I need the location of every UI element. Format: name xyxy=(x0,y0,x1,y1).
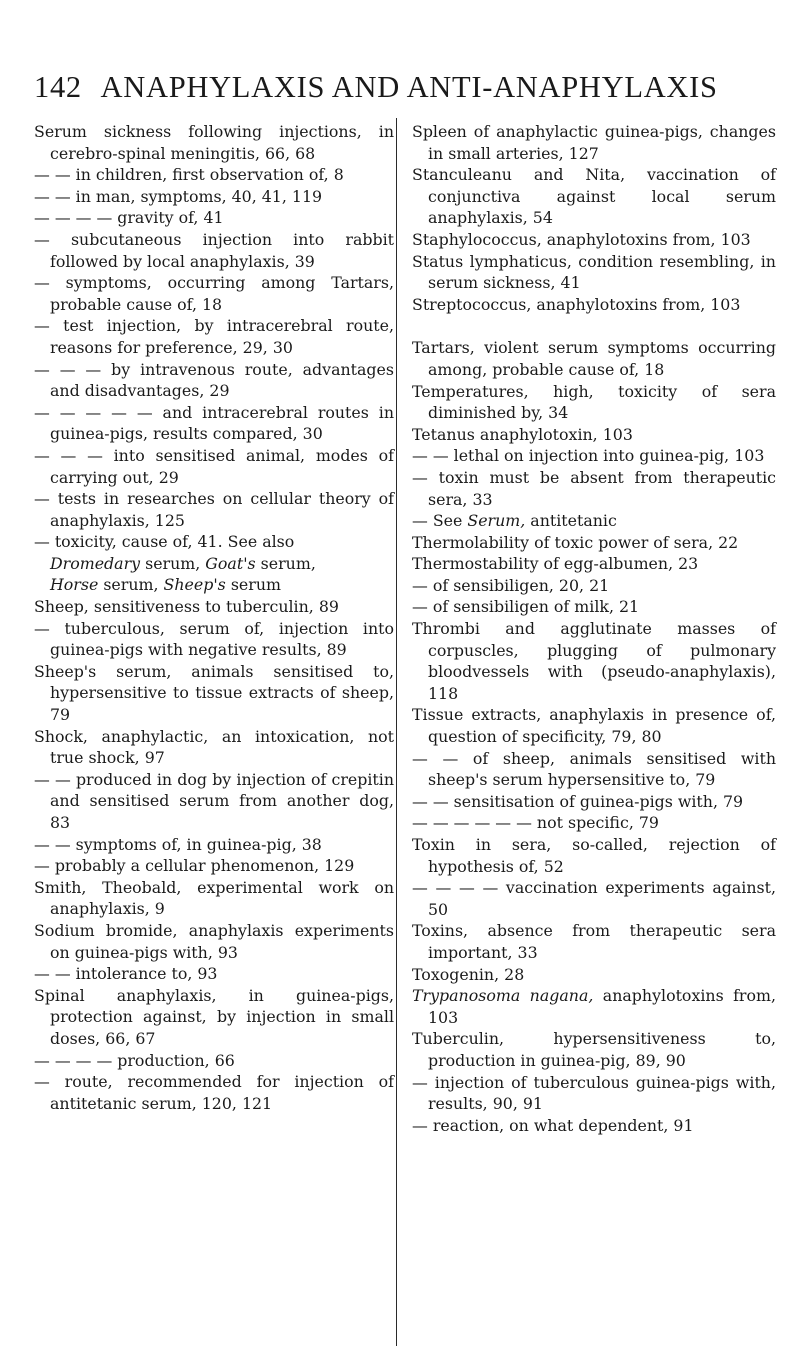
index-entry: — — intolerance to, 93 xyxy=(34,964,218,984)
index-entry: Thermostability of egg-albumen, 23 xyxy=(412,554,699,574)
index-entry: — — symptoms of, in guinea-pig, 38 xyxy=(34,834,322,854)
index-entry: — of sensibiligen, 20, 21 xyxy=(412,575,610,595)
index-entry: Sodium bromide, anaphylaxis experiments on guinea-pigs with, 93 xyxy=(34,920,394,962)
index-entry: — — lethal on injection into guinea-pig, 103 xyxy=(412,446,765,466)
index-entry: Spinal anaphylaxis, in guinea-pigs, protection against, by injection in small doses, 66, 67 xyxy=(34,985,394,1048)
index-entry: — — sensitisation of guinea-pigs with, 79 xyxy=(412,791,744,811)
index-entry: — — — — vaccination experiments against, 50 xyxy=(412,878,776,919)
index-entry: — test injection, by intracerebral route, reasons for preference, 29, 30 xyxy=(34,316,394,357)
index-column-right xyxy=(412,121,776,1136)
index-entry: — — of sheep, animals sensitised with sheep's serum hypersensitive to, 79 xyxy=(412,748,776,790)
index-entry: Shock, anaphylactic, an intoxication, not true shock, 97 xyxy=(34,726,394,768)
index-entry: Tartars, violent serum symptoms occurring among, probable cause of, 18 xyxy=(412,338,776,379)
index-entry: Sheep, sensitiveness to tuberculin, 89 xyxy=(34,597,339,617)
index-column-left xyxy=(34,121,394,1114)
index-entry: Tissue extracts, anaphylaxis in presence of, question of specificity, 79, 80 xyxy=(412,705,776,747)
index-entry: Temperatures, high, toxicity of sera diminished by, 34 xyxy=(412,381,776,423)
index-entry-see-also: — See Serum, antitetanic xyxy=(412,511,617,531)
page-number: 142 xyxy=(34,70,82,104)
index-entry: — — — — production, 66 xyxy=(34,1050,235,1070)
index-entry: Streptococcus, anaphylotoxins from, 103 xyxy=(412,294,741,314)
index-entry: — tuberculous, serum of, injection into guinea-pigs with negative results, 89 xyxy=(34,618,394,660)
index-entry: — subcutaneous injection into rabbit followed by local anaphylaxis, 39 xyxy=(34,229,394,271)
index-entry: Thermolability of toxic power of sera, 22 xyxy=(412,532,739,552)
index-entry: Toxin in sera, so-called, rejection of hypothesis of, 52 xyxy=(412,835,776,876)
index-entry: — — — by intravenous route, advantages and disadvantages, 29 xyxy=(34,359,394,401)
index-entry: — route, recommended for injection of antitetanic serum, 120, 121 xyxy=(34,1072,394,1113)
index-entry: — — in children, first observation of, 8 xyxy=(34,165,344,185)
index-entry: Status lymphaticus, condition resembling, in serum sickness, 41 xyxy=(412,251,776,293)
index-entry: — — — — gravity of, 41 xyxy=(34,208,224,228)
index-entry: Toxogenin, 28 xyxy=(412,964,525,984)
index-entry: Serum sickness following injections, in cerebro-spinal meningitis, 66, 68 xyxy=(34,122,394,163)
index-entry: Thrombi and agglutinate masses of corpuscles, plugging of pulmonary bloodvessels with (pseudo-anaphylaxis), 118 xyxy=(412,619,776,703)
index-entry: — probably a cellular phenomenon, 129 xyxy=(34,856,355,876)
index-entry: Tetanus anaphylotoxin, 103 xyxy=(412,424,633,444)
index-entry: — injection of tuberculous guinea-pigs with, results, 90, 91 xyxy=(412,1072,776,1114)
index-entry: — — produced in dog by injection of crepitin and sensitised serum from another dog, 83 xyxy=(34,769,394,832)
running-title: ANAPHYLAXIS AND ANTI-ANAPHYLAXIS xyxy=(100,70,718,104)
index-entry: Toxins, absence from therapeutic sera important, 33 xyxy=(412,921,776,962)
index-entry: — symptoms, occurring among Tartars, probable cause of, 18 xyxy=(34,273,394,314)
index-entry: Spleen of anaphylactic guinea-pigs, changes in small arteries, 127 xyxy=(412,122,776,163)
index-entry: Staphylococcus, anaphylotoxins from, 103 xyxy=(412,229,751,249)
running-header xyxy=(34,70,774,105)
index-entry: Sheep's serum, animals sensitised to, hypersensitive to tissue extracts of sheep, 79 xyxy=(34,661,394,725)
column-divider xyxy=(396,118,397,1346)
index-entry: — tests in researches on cellular theory of anaphylaxis, 125 xyxy=(34,489,394,530)
index-entry: Stanculeanu and Nita, vaccination of conjunctiva against local serum anaphylaxis, 54 xyxy=(412,165,776,228)
index-entry: — — — into sensitised animal, modes of carrying out, 29 xyxy=(34,445,394,487)
index-entry: — — in man, symptoms, 40, 41, 119 xyxy=(34,186,323,206)
index-entry: — toxicity, cause of, 41. See also xyxy=(34,532,295,552)
index-entry: — of sensibiligen of milk, 21 xyxy=(412,597,640,617)
index-entry: — reaction, on what dependent, 91 xyxy=(412,1115,694,1135)
index-entry-see-also: Dromedary serum, Goat's serum, Horse serum, Sheep's serum xyxy=(50,553,316,595)
index-entry-italic: Trypanosoma nagana, anaphylotoxins from, 103 xyxy=(412,986,776,1027)
index-entry: — — — — — — not specific, 79 xyxy=(412,813,659,833)
index-entry: Tuberculin, hypersensitiveness to, production in guinea-pig, 89, 90 xyxy=(412,1029,776,1070)
index-entry: — toxin must be absent from therapeutic sera, 33 xyxy=(412,467,776,509)
index-entry: Smith, Theobald, experimental work on anaphylaxis, 9 xyxy=(34,877,394,919)
index-entry: — — — — — and intracerebral routes in guinea-pigs, results compared, 30 xyxy=(34,402,394,444)
